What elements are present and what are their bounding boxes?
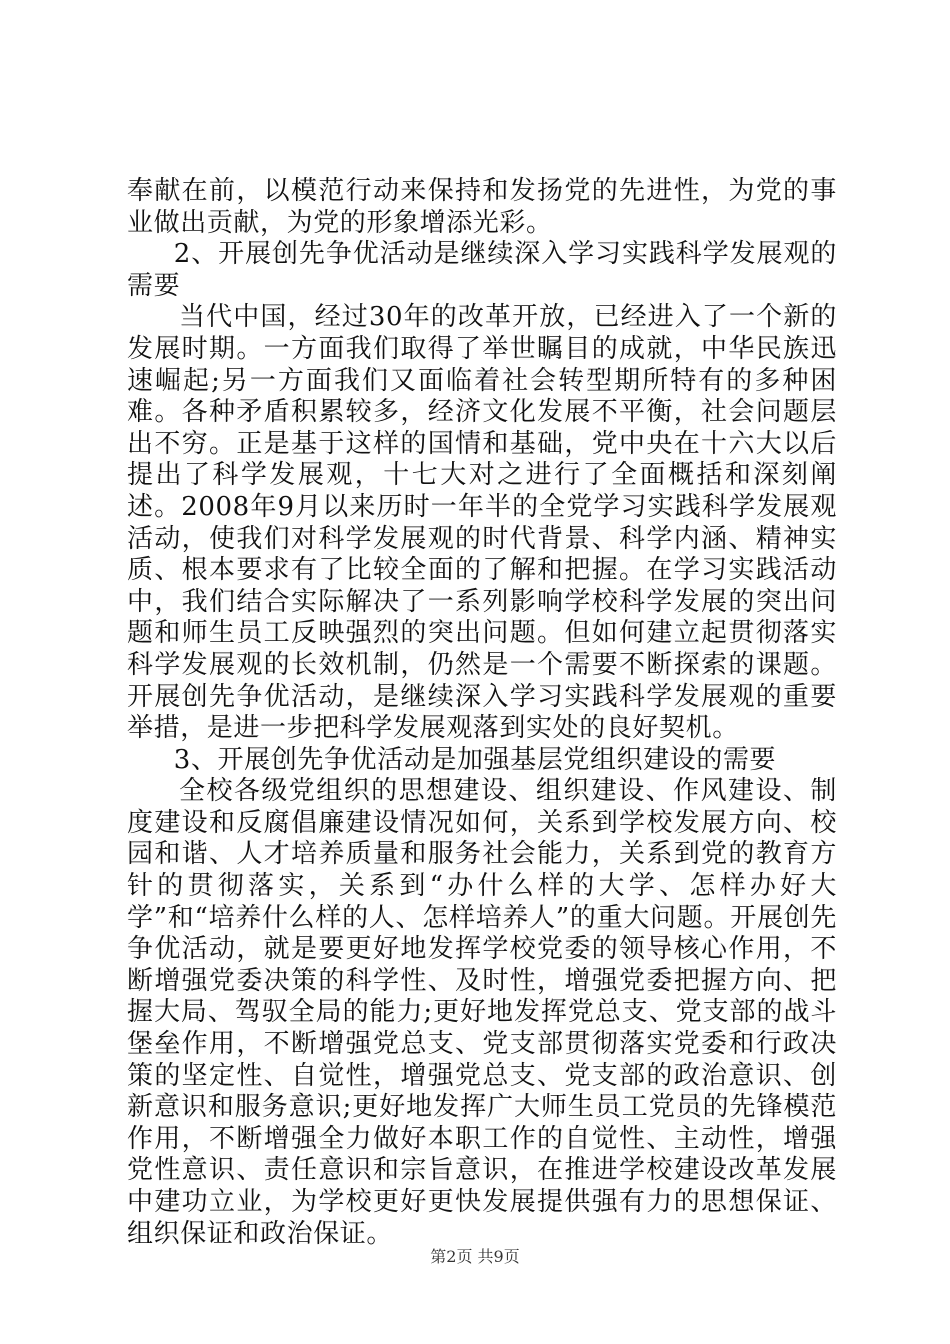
document-body bbox=[127, 176, 837, 1250]
paragraph-scientific-development: 当代中国，经过30年的改革开放，已经进入了一个新的发展时期。一方面我们取得了举世瞩目的成就，中华民族迅速崛起;另一方面我们又面临着社会转型期所特有的多种困难。各种矛盾积累较多，经济文化发展不平衡，社会问题层出不穷。正是基于这样的国情和基础，党中央在十六大以后提出了科学发展观，十七大对之进行了全面概括和深刻阐述。2008年9月以来历时一年半的全党学习实践科学发展观活动，使我们对科学发展观的时代背景、科学内涵、精神实质、根本要求有了比较全面的了解和把握。在学习实践活动中，我们结合实际解决了一系列影响学校科学发展的突出问题和师生员工反映强烈的突出问题。但如何建立起贯彻落实科学发展观的长效机制，仍然是一个需要不断探索的课题。开展创先争优活动，是继续深入学习实践科学发展观的重要举措，是进一步把科学发展观落到实处的良好契机。 bbox=[127, 302, 837, 744]
section-heading-3: 3、开展创先争优活动是加强基层党组织建设的需要 bbox=[173, 744, 777, 775]
paragraph-continuation: 奉献在前，以模范行动来保持和发扬党的先进性，为党的事业做出贡献，为党的形象增添光彩。 bbox=[127, 176, 837, 238]
section-heading-2: 2、开展创先争优活动是继续深入学习实践科学发展观的需要 bbox=[127, 239, 837, 301]
paragraph-party-organization: 全校各级党组织的思想建设、组织建设、作风建设、制度建设和反腐倡廉建设情况如何，关系到学校发展方向、校园和谐、人才培养质量和服务社会能力，关系到党的教育方针的贯彻落实，关系到“办什么样的大学、怎样办好大学”和“培养什么样的人、怎样培养人”的重大问题。开展创先争优活动，就是要更好地发挥学校党委的领导核心作用，不断增强党委决策的科学性、及时性，增强党委把握方向、把握大局、驾驭全局的能力;更好地发挥党总支、党支部的战斗堡垒作用，不断增强党总支、党支部贯彻落实党委和行政决策的坚定性、自觉性，增强党总支、党支部的政治意识、创新意识和服务意识;更好地发挥广大师生员工党员的先锋模范作用，不断增强全力做好本职工作的自觉性、主动性，增强党性意识、责任意识和宗旨意识，在推进学校建设改革发展中建功立业，为学校更好更快发展提供强有力的思想保证、组织保证和政治保证。 bbox=[127, 776, 837, 1249]
page-number-footer: 第2页 共9页 bbox=[430, 1247, 520, 1266]
